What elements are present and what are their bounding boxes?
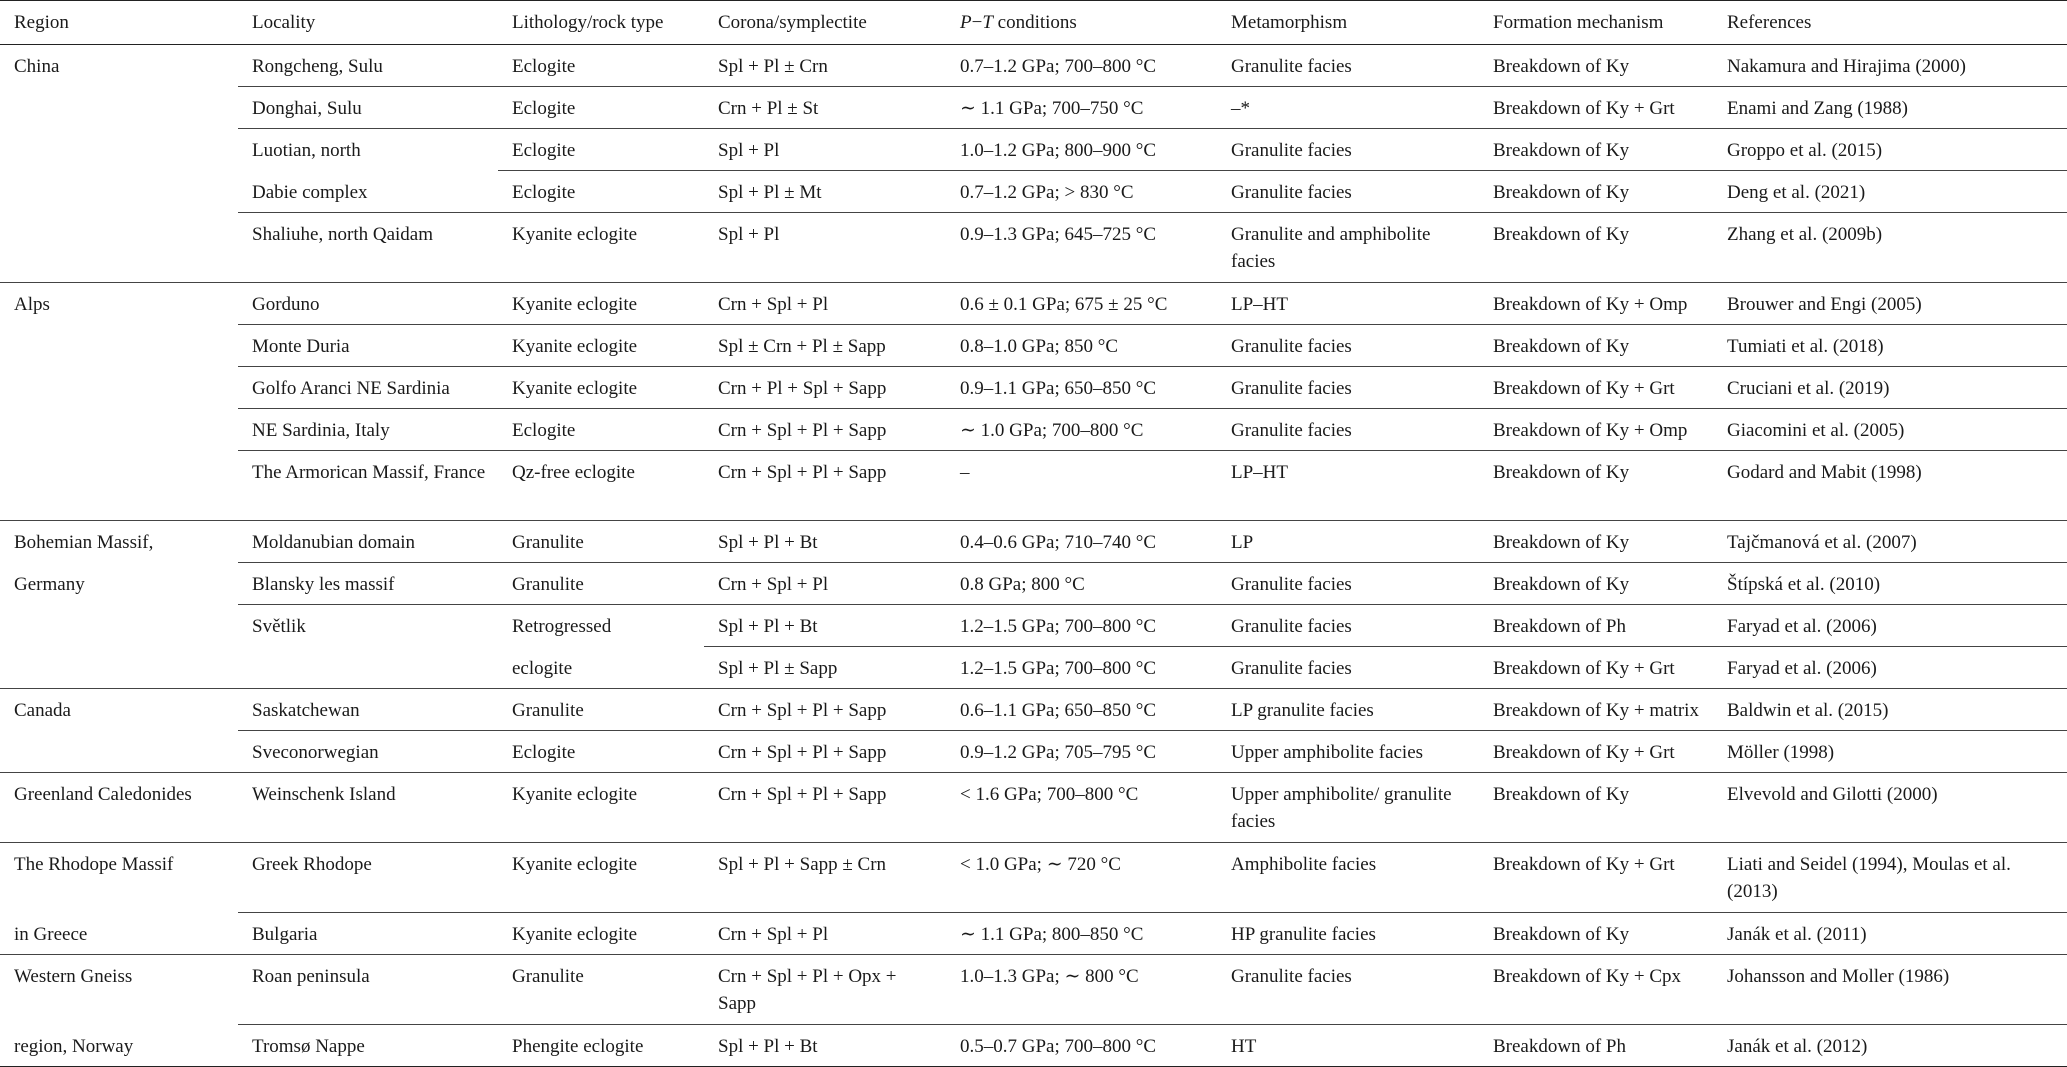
table-row: [0, 451, 2067, 521]
cell-metamorphism: Granulite facies: [1217, 647, 1479, 689]
cell-locality: Monte Duria: [238, 325, 498, 367]
cell-references: Möller (1998): [1713, 731, 2067, 773]
cell-region: Greenland Caledonides: [0, 773, 238, 843]
header-mechanism: Formation mechanism: [1479, 1, 1713, 45]
table-row: [0, 213, 2067, 283]
cell-metamorphism: Granulite facies: [1217, 409, 1479, 451]
cell-locality: Roan peninsula: [238, 955, 498, 1025]
header-locality: Locality: [238, 1, 498, 45]
cell-pt: ∼ 1.0 GPa; 700–800 °C: [946, 409, 1217, 451]
cell-mechanism: Breakdown of Ky: [1479, 171, 1713, 213]
cell-references: Cruciani et al. (2019): [1713, 367, 2067, 409]
cell-corona: Crn + Spl + Pl + Sapp: [704, 451, 946, 521]
cell-corona: Spl + Pl ± Crn: [718, 56, 828, 77]
cell-lithology: Granulite: [498, 563, 704, 605]
cell-mechanism: Breakdown of Ky: [1493, 56, 1630, 77]
cell-references: Štípská et al. (2010): [1713, 563, 2067, 605]
cell-mechanism: Breakdown of Ky: [1479, 913, 1713, 955]
cell-corona: Spl ± Crn + Pl ± Sapp: [704, 325, 946, 367]
cell-pt: 0.6–1.1 GPa; 650–850 °C: [946, 689, 1217, 731]
cell-lithology: Kyanite eclogite: [498, 367, 704, 409]
table-row: [0, 689, 2067, 731]
cell-metamorphism: Granulite facies: [1217, 171, 1479, 213]
header-pt: [946, 1, 1217, 45]
cell-references: Nakamura and Hirajima (2000): [1727, 56, 1966, 77]
cell-corona: Spl + Pl ± Sapp: [704, 647, 946, 689]
cell-mechanism: Breakdown of Ky: [1479, 451, 1713, 521]
cell-locality: Golfo Aranci NE Sardinia: [238, 367, 498, 409]
cell-metamorphism: Upper amphibolite/ granulite facies: [1217, 773, 1479, 843]
cell-locality: Gorduno: [238, 283, 498, 325]
table-row: [0, 283, 2067, 325]
cell-references: Baldwin et al. (2015): [1713, 689, 2067, 731]
cell-corona: Crn + Spl + Pl + Sapp: [704, 773, 946, 843]
table-row: [0, 913, 2067, 955]
cell-references: Tajčmanová et al. (2007): [1713, 521, 2067, 563]
table-row: [0, 605, 2067, 647]
cell-region: [0, 731, 238, 773]
cell-mechanism: Breakdown of Ky: [1479, 325, 1713, 367]
cell-locality: Tromsø Nappe: [238, 1025, 498, 1067]
cell-metamorphism: Granulite facies: [1217, 955, 1479, 1025]
cell-lithology: Eclogite: [498, 129, 704, 171]
cell-references: Deng et al. (2021): [1713, 171, 2067, 213]
cell-region: in Greece: [14, 923, 88, 945]
cell-lithology: Kyanite eclogite: [498, 325, 704, 367]
cell-corona: Crn + Spl + Pl: [704, 913, 946, 955]
cell-lithology: Granulite: [498, 955, 704, 1025]
cell-references: Janák et al. (2012): [1713, 1025, 2067, 1067]
cell-locality: Dabie complex: [252, 181, 368, 203]
header-row: [0, 1, 2067, 45]
cell-pt: –: [946, 451, 1217, 521]
cell-references: Godard and Mabit (1998): [1713, 451, 2067, 521]
cell-lithology: Retrogressed: [498, 605, 704, 647]
cell-references: Giacomini et al. (2005): [1713, 409, 2067, 451]
cell-pt: 0.5–0.7 GPa; 700–800 °C: [946, 1025, 1217, 1067]
cell-region: Germany: [14, 573, 85, 595]
cell-lithology: Granulite: [498, 689, 704, 731]
cell-pt: 0.6 ± 0.1 GPa; 675 ± 25 °C: [946, 283, 1217, 325]
cell-corona: Crn + Spl + Pl: [704, 563, 946, 605]
cell-metamorphism: Granulite facies: [1217, 325, 1479, 367]
cell-lithology: Kyanite eclogite: [498, 213, 704, 283]
cell-region: The Rhodope Massif: [0, 843, 238, 913]
cell-pt: 0.9–1.3 GPa; 645–725 °C: [946, 213, 1217, 283]
cell-mechanism: Breakdown of Ky + Cpx: [1479, 955, 1713, 1025]
cell-lithology: Phengite eclogite: [498, 1025, 704, 1067]
cell-references: Enami and Zang (1988): [1713, 87, 2067, 129]
header-lithology: Lithology/rock type: [498, 1, 704, 45]
cell-locality: The Armorican Massif, France: [238, 451, 498, 521]
cell-locality: Luotian, north: [238, 129, 498, 171]
cell-corona: Crn + Spl + Pl + Sapp: [704, 409, 946, 451]
cell-corona: Crn + Pl + Spl + Sapp: [704, 367, 946, 409]
cell-pt: ∼ 1.1 GPa; 700–750 °C: [946, 87, 1217, 129]
table-row: [0, 129, 2067, 171]
table-row: [0, 955, 2067, 1025]
cell-locality: Greek Rhodope: [238, 843, 498, 913]
cell-lithology: Eclogite: [498, 731, 704, 773]
cell-corona: Crn + Pl ± St: [704, 87, 946, 129]
cell-locality: Saskatchewan: [238, 689, 498, 731]
cell-region: [0, 647, 238, 689]
table-row: [0, 325, 2067, 367]
cell-metamorphism: Upper amphibolite facies: [1217, 731, 1479, 773]
cell-pt: 0.7–1.2 GPa; > 830 °C: [946, 171, 1217, 213]
cell-corona: Spl + Pl: [704, 129, 946, 171]
cell-references: Groppo et al. (2015): [1713, 129, 2067, 171]
cell-mechanism: Breakdown of Ky + Omp: [1479, 283, 1713, 325]
cell-locality: Bulgaria: [238, 913, 498, 955]
cell-pt: 0.9–1.1 GPa; 650–850 °C: [946, 367, 1217, 409]
cell-mechanism: Breakdown of Ky + Grt: [1479, 731, 1713, 773]
cell-region: [0, 451, 238, 521]
cell-corona: Crn + Spl + Pl + Opx + Sapp: [704, 955, 946, 1025]
cell-references: Janák et al. (2011): [1713, 913, 2067, 955]
cell-pt: 1.2–1.5 GPa; 700–800 °C: [946, 647, 1217, 689]
header-pt-p: P: [960, 12, 972, 33]
header-pt-rest: conditions: [992, 12, 1077, 33]
cell-metamorphism: HT: [1217, 1025, 1479, 1067]
cell-metamorphism: Amphibolite facies: [1217, 843, 1479, 913]
cell-corona: Spl + Pl ± Mt: [704, 171, 946, 213]
cell-references: Johansson and Moller (1986): [1713, 955, 2067, 1025]
cell-mechanism: Breakdown of Ph: [1479, 1025, 1713, 1067]
cell-lithology: Eclogite: [512, 56, 576, 77]
cell-region: [0, 409, 238, 451]
cell-region: Alps: [0, 283, 238, 325]
cell-mechanism: Breakdown of Ph: [1479, 605, 1713, 647]
cell-corona: Crn + Spl + Pl + Sapp: [704, 689, 946, 731]
cell-metamorphism: HP granulite facies: [1217, 913, 1479, 955]
cell-region: [0, 213, 238, 283]
cell-locality: Donghai, Sulu: [238, 87, 498, 129]
cell-references: Faryad et al. (2006): [1713, 605, 2067, 647]
cell-corona: Spl + Pl + Bt: [704, 605, 946, 647]
cell-lithology: Kyanite eclogite: [498, 843, 704, 913]
cell-locality: Blansky les massif: [238, 563, 498, 605]
cell-pt: 0.4–0.6 GPa; 710–740 °C: [946, 521, 1217, 563]
cell-mechanism: Breakdown of Ky + Omp: [1479, 409, 1713, 451]
cell-locality: Sveconorwegian: [238, 731, 498, 773]
cell-locality: Weinschenk Island: [238, 773, 498, 843]
cell-metamorphism: Granulite facies: [1217, 563, 1479, 605]
cell-metamorphism: LP–HT: [1217, 283, 1479, 325]
cell-mechanism: Breakdown of Ky: [1479, 773, 1713, 843]
cell-mechanism: Breakdown of Ky + matrix: [1479, 689, 1713, 731]
cell-corona: Spl + Pl + Bt: [704, 1025, 946, 1067]
cell-lithology: Eclogite: [498, 87, 704, 129]
header-region: Region: [0, 1, 238, 45]
cell-lithology: eclogite: [512, 657, 573, 679]
cell-mechanism: Breakdown of Ky: [1479, 213, 1713, 283]
table-row: [0, 87, 2067, 129]
cell-metamorphism: Granulite and amphibolite facies: [1217, 213, 1479, 283]
cell-mechanism: Breakdown of Ky + Grt: [1479, 647, 1713, 689]
cell-pt: < 1.0 GPa; ∼ 720 °C: [946, 843, 1217, 913]
header-corona: Corona/symplectite: [704, 1, 946, 45]
cell-mechanism: Breakdown of Ky: [1479, 129, 1713, 171]
cell-references: Faryad et al. (2006): [1713, 647, 2067, 689]
cell-pt: 0.9–1.2 GPa; 705–795 °C: [946, 731, 1217, 773]
cell-region: Bohemian Massif,: [0, 521, 238, 563]
cell-corona: Spl + Pl + Bt: [704, 521, 946, 563]
header-metamorphism: Metamorphism: [1217, 1, 1479, 45]
cell-region: [0, 325, 238, 367]
cell-lithology: Kyanite eclogite: [498, 773, 704, 843]
table-row: [0, 731, 2067, 773]
cell-region: [0, 129, 238, 171]
cell-pt: < 1.6 GPa; 700–800 °C: [946, 773, 1217, 843]
cell-references: Brouwer and Engi (2005): [1713, 283, 2067, 325]
cell-region: [0, 87, 238, 129]
cell-pt: 1.0–1.3 GPa; ∼ 800 °C: [946, 955, 1217, 1025]
cell-mechanism: Breakdown of Ky + Grt: [1479, 87, 1713, 129]
cell-region: Canada: [0, 689, 238, 731]
header-pt-t: T: [982, 12, 993, 33]
cell-region: Western Gneiss: [0, 955, 238, 1025]
table-row: [0, 1025, 2067, 1067]
cell-pt: 1.2–1.5 GPa; 700–800 °C: [946, 605, 1217, 647]
cell-mechanism: Breakdown of Ky + Grt: [1479, 843, 1713, 913]
cell-metamorphism: Granulite facies: [1217, 605, 1479, 647]
cell-metamorphism: Granulite facies: [1217, 129, 1479, 171]
cell-references: Zhang et al. (2009b): [1713, 213, 2067, 283]
table-row: [0, 843, 2067, 913]
cell-locality: [238, 647, 498, 689]
cell-references: Elvevold and Gilotti (2000): [1713, 773, 2067, 843]
cell-metamorphism: LP granulite facies: [1217, 689, 1479, 731]
cell-corona: Crn + Spl + Pl + Sapp: [704, 731, 946, 773]
cell-locality: Shaliuhe, north Qaidam: [238, 213, 498, 283]
table-row: [0, 45, 2067, 87]
cell-mechanism: Breakdown of Ky: [1479, 521, 1713, 563]
cell-corona: Spl + Pl: [704, 213, 946, 283]
table-row: [0, 367, 2067, 409]
cell-metamorphism: LP: [1217, 521, 1479, 563]
cell-lithology: Granulite: [498, 521, 704, 563]
table-row: [0, 647, 2067, 689]
header-pt-dash: −: [971, 12, 983, 33]
cell-locality: Světlik: [238, 605, 498, 647]
cell-metamorphism: Granulite facies: [1217, 367, 1479, 409]
table-row: [0, 521, 2067, 563]
cell-locality: Moldanubian domain: [238, 521, 498, 563]
cell-pt: 0.8–1.0 GPa; 850 °C: [946, 325, 1217, 367]
cell-pt: 0.7–1.2 GPa; 700–800 °C: [960, 56, 1157, 77]
cell-references: Tumiati et al. (2018): [1713, 325, 2067, 367]
cell-pt: 0.8 GPa; 800 °C: [946, 563, 1217, 605]
table-row: [0, 773, 2067, 843]
cell-metamorphism: LP–HT: [1217, 451, 1479, 521]
cell-locality: Rongcheng, Sulu: [252, 56, 383, 77]
cell-region: [0, 367, 238, 409]
cell-references: Liati and Seidel (1994), Moulas et al. (2013): [1713, 843, 2067, 913]
cell-pt: 1.0–1.2 GPa; 800–900 °C: [946, 129, 1217, 171]
cell-metamorphism: –*: [1217, 87, 1479, 129]
cell-locality: NE Sardinia, Italy: [238, 409, 498, 451]
cell-region: China: [14, 56, 60, 77]
cell-mechanism: Breakdown of Ky: [1479, 563, 1713, 605]
cell-corona: Spl + Pl + Sapp ± Crn: [704, 843, 946, 913]
cell-lithology: Kyanite eclogite: [498, 913, 704, 955]
cell-lithology: Eclogite: [498, 171, 704, 213]
header-references: References: [1713, 1, 2067, 45]
cell-corona: Crn + Spl + Pl: [704, 283, 946, 325]
cell-lithology: Eclogite: [498, 409, 704, 451]
cell-region: [0, 605, 238, 647]
cell-region: region, Norway: [0, 1025, 238, 1067]
cell-lithology: Kyanite eclogite: [498, 283, 704, 325]
cell-metamorphism: Granulite facies: [1231, 56, 1352, 77]
table-row: [0, 171, 2067, 213]
cell-lithology: Qz-free eclogite: [498, 451, 704, 521]
table-row: [0, 409, 2067, 451]
cell-pt: ∼ 1.1 GPa; 800–850 °C: [946, 913, 1217, 955]
cell-mechanism: Breakdown of Ky + Grt: [1479, 367, 1713, 409]
cell-region: [0, 171, 238, 213]
table-row: [0, 563, 2067, 605]
